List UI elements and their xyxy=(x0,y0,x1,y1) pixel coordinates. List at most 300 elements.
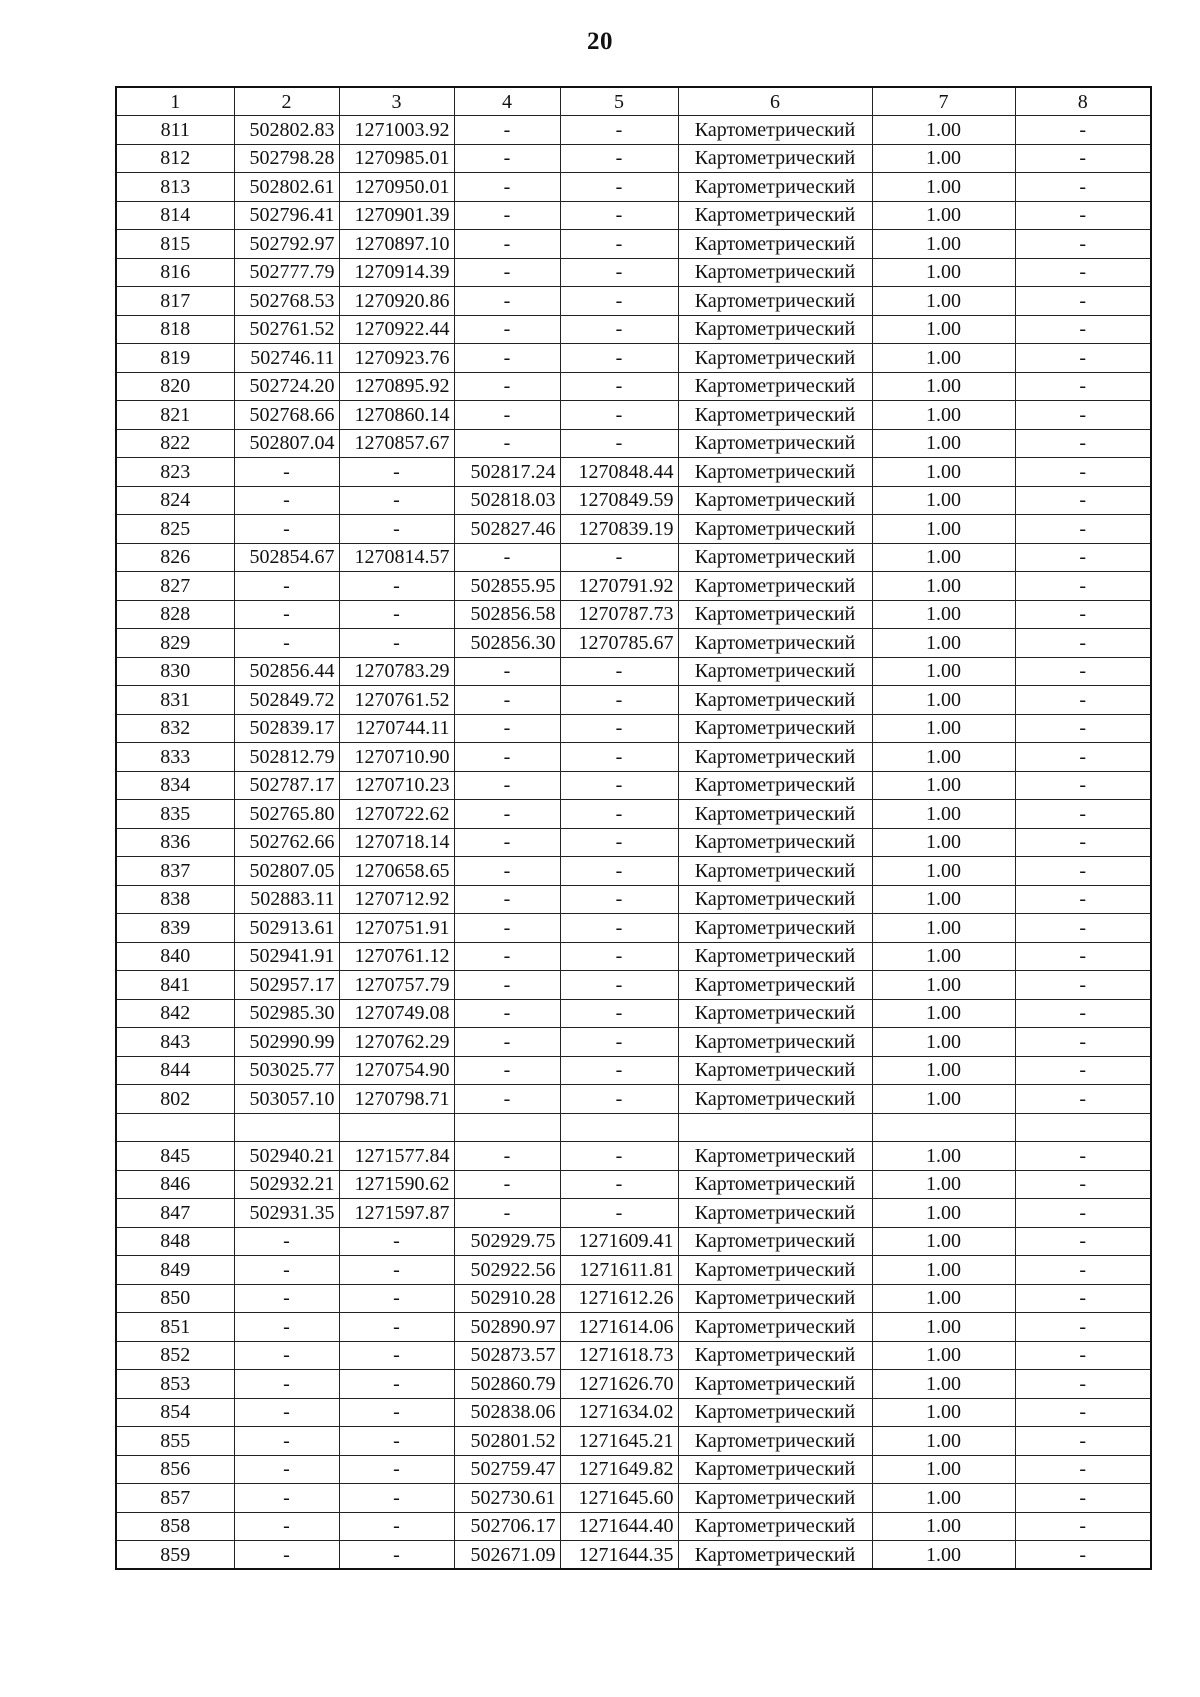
table-row xyxy=(116,885,1151,914)
x-coordinate-cell: 503057.10 xyxy=(234,1085,339,1114)
point-number-cell: 822 xyxy=(116,429,234,458)
table-header-row xyxy=(116,87,1151,116)
y-alt-coordinate-cell: 1270848.44 xyxy=(560,458,678,487)
x-alt-coordinate-cell: - xyxy=(454,1056,560,1085)
accuracy-cell: 1.00 xyxy=(872,1284,1015,1313)
y-coordinate-cell: 1270985.01 xyxy=(339,144,454,173)
table-row xyxy=(116,543,1151,572)
y-alt-coordinate-cell: - xyxy=(560,1056,678,1085)
x-coordinate-cell: - xyxy=(234,1398,339,1427)
accuracy-cell: 1.00 xyxy=(872,771,1015,800)
y-coordinate-cell: 1270950.01 xyxy=(339,173,454,202)
column-header: 2 xyxy=(234,87,339,116)
note-cell: - xyxy=(1015,743,1151,772)
accuracy-cell: 1.00 xyxy=(872,230,1015,259)
point-number-cell: 844 xyxy=(116,1056,234,1085)
accuracy-cell: 1.00 xyxy=(872,515,1015,544)
note-cell: - xyxy=(1015,315,1151,344)
accuracy-cell: 1.00 xyxy=(872,344,1015,373)
x-alt-coordinate-cell: - xyxy=(454,1142,560,1171)
y-alt-coordinate-cell: 1270839.19 xyxy=(560,515,678,544)
y-alt-coordinate-cell: - xyxy=(560,315,678,344)
x-alt-coordinate-cell: - xyxy=(454,885,560,914)
accuracy-cell: 1.00 xyxy=(872,686,1015,715)
note-cell: - xyxy=(1015,771,1151,800)
accuracy-cell: 1.00 xyxy=(872,486,1015,515)
x-coordinate-cell: 502854.67 xyxy=(234,543,339,572)
y-alt-coordinate-cell: 1271611.81 xyxy=(560,1256,678,1285)
column-header: 8 xyxy=(1015,87,1151,116)
method-cell: Картометрический xyxy=(678,629,872,658)
method-cell: Картометрический xyxy=(678,686,872,715)
x-coordinate-cell: 502796.41 xyxy=(234,201,339,230)
table-row xyxy=(116,857,1151,886)
y-alt-coordinate-cell: - xyxy=(560,1085,678,1114)
x-alt-coordinate-cell: - xyxy=(454,1028,560,1057)
x-coordinate-cell: 502932.21 xyxy=(234,1170,339,1199)
accuracy-cell: 1.00 xyxy=(872,885,1015,914)
y-alt-coordinate-cell: - xyxy=(560,857,678,886)
point-number-cell: 845 xyxy=(116,1142,234,1171)
point-number-cell: 828 xyxy=(116,600,234,629)
y-alt-coordinate-cell: - xyxy=(560,828,678,857)
method-cell: Картометрический xyxy=(678,1370,872,1399)
x-alt-coordinate-cell: - xyxy=(454,714,560,743)
x-alt-coordinate-cell xyxy=(454,1113,560,1142)
note-cell: - xyxy=(1015,287,1151,316)
note-cell: - xyxy=(1015,857,1151,886)
x-alt-coordinate-cell: 502855.95 xyxy=(454,572,560,601)
point-number-cell: 827 xyxy=(116,572,234,601)
point-number-cell: 816 xyxy=(116,258,234,287)
note-cell: - xyxy=(1015,885,1151,914)
x-coordinate-cell: 502985.30 xyxy=(234,999,339,1028)
table-row xyxy=(116,287,1151,316)
accuracy-cell: 1.00 xyxy=(872,1199,1015,1228)
method-cell: Картометрический xyxy=(678,429,872,458)
table-row xyxy=(116,1142,1151,1171)
table-row xyxy=(116,201,1151,230)
y-coordinate-cell: 1270757.79 xyxy=(339,971,454,1000)
accuracy-cell: 1.00 xyxy=(872,1484,1015,1513)
y-coordinate-cell: - xyxy=(339,629,454,658)
y-coordinate-cell: 1270762.29 xyxy=(339,1028,454,1057)
point-number-cell: 850 xyxy=(116,1284,234,1313)
y-alt-coordinate-cell: 1271634.02 xyxy=(560,1398,678,1427)
point-number-cell: 838 xyxy=(116,885,234,914)
point-number-cell: 813 xyxy=(116,173,234,202)
note-cell: - xyxy=(1015,401,1151,430)
table-row xyxy=(116,971,1151,1000)
y-alt-coordinate-cell: - xyxy=(560,971,678,1000)
accuracy-cell: 1.00 xyxy=(872,315,1015,344)
y-coordinate-cell: 1270718.14 xyxy=(339,828,454,857)
method-cell: Картометрический xyxy=(678,1256,872,1285)
note-cell: - xyxy=(1015,629,1151,658)
y-coordinate-cell: - xyxy=(339,515,454,544)
note-cell: - xyxy=(1015,714,1151,743)
note-cell: - xyxy=(1015,600,1151,629)
method-cell: Картометрический xyxy=(678,515,872,544)
y-alt-coordinate-cell: - xyxy=(560,771,678,800)
method-cell: Картометрический xyxy=(678,401,872,430)
point-number-cell: 858 xyxy=(116,1512,234,1541)
accuracy-cell: 1.00 xyxy=(872,1398,1015,1427)
note-cell: - xyxy=(1015,800,1151,829)
y-alt-coordinate-cell: - xyxy=(560,657,678,686)
y-alt-coordinate-cell: 1271612.26 xyxy=(560,1284,678,1313)
y-alt-coordinate-cell: - xyxy=(560,173,678,202)
method-cell: Картометрический xyxy=(678,1199,872,1228)
method-cell: Картометрический xyxy=(678,1284,872,1313)
x-coordinate-cell: 502931.35 xyxy=(234,1199,339,1228)
method-cell: Картометрический xyxy=(678,828,872,857)
accuracy-cell: 1.00 xyxy=(872,287,1015,316)
method-cell: Картометрический xyxy=(678,144,872,173)
x-coordinate-cell: 502990.99 xyxy=(234,1028,339,1057)
y-coordinate-cell: - xyxy=(339,458,454,487)
y-alt-coordinate-cell: - xyxy=(560,1142,678,1171)
method-cell: Картометрический xyxy=(678,1313,872,1342)
x-coordinate-cell: - xyxy=(234,1541,339,1570)
point-number-cell: 829 xyxy=(116,629,234,658)
table-row xyxy=(116,1028,1151,1057)
table-row xyxy=(116,1085,1151,1114)
table-row xyxy=(116,686,1151,715)
coordinates-table xyxy=(115,86,1152,1570)
x-alt-coordinate-cell: - xyxy=(454,543,560,572)
accuracy-cell: 1.00 xyxy=(872,1370,1015,1399)
y-alt-coordinate-cell: 1271649.82 xyxy=(560,1455,678,1484)
accuracy-cell: 1.00 xyxy=(872,999,1015,1028)
x-coordinate-cell: - xyxy=(234,1256,339,1285)
method-cell: Картометрический xyxy=(678,885,872,914)
point-number-cell: 832 xyxy=(116,714,234,743)
point-number-cell: 802 xyxy=(116,1085,234,1114)
method-cell: Картометрический xyxy=(678,1398,872,1427)
y-alt-coordinate-cell: - xyxy=(560,885,678,914)
y-coordinate-cell: 1270761.12 xyxy=(339,942,454,971)
y-coordinate-cell: 1271577.84 xyxy=(339,1142,454,1171)
x-alt-coordinate-cell: - xyxy=(454,230,560,259)
table-row xyxy=(116,1170,1151,1199)
x-coordinate-cell: 502856.44 xyxy=(234,657,339,686)
point-number-cell: 842 xyxy=(116,999,234,1028)
y-coordinate-cell: 1270857.67 xyxy=(339,429,454,458)
table-row xyxy=(116,1427,1151,1456)
accuracy-cell: 1.00 xyxy=(872,1227,1015,1256)
method-cell: Картометрический xyxy=(678,1427,872,1456)
point-number-cell: 841 xyxy=(116,971,234,1000)
y-alt-coordinate-cell: 1271644.35 xyxy=(560,1541,678,1570)
y-coordinate-cell: 1270798.71 xyxy=(339,1085,454,1114)
x-alt-coordinate-cell: - xyxy=(454,800,560,829)
point-number-cell: 840 xyxy=(116,942,234,971)
y-alt-coordinate-cell: - xyxy=(560,942,678,971)
accuracy-cell: 1.00 xyxy=(872,1541,1015,1570)
y-alt-coordinate-cell: - xyxy=(560,914,678,943)
method-cell: Картометрический xyxy=(678,372,872,401)
x-coordinate-cell: 502957.17 xyxy=(234,971,339,1000)
point-number-cell: 817 xyxy=(116,287,234,316)
accuracy-cell: 1.00 xyxy=(872,1170,1015,1199)
table-row xyxy=(116,1227,1151,1256)
y-alt-coordinate-cell: - xyxy=(560,201,678,230)
method-cell: Картометрический xyxy=(678,1170,872,1199)
x-alt-coordinate-cell: - xyxy=(454,344,560,373)
column-header: 3 xyxy=(339,87,454,116)
y-coordinate-cell: 1271003.92 xyxy=(339,116,454,145)
table-row xyxy=(116,144,1151,173)
accuracy-cell: 1.00 xyxy=(872,1341,1015,1370)
method-cell: Картометрический xyxy=(678,116,872,145)
note-cell: - xyxy=(1015,458,1151,487)
y-coordinate-cell: 1270712.92 xyxy=(339,885,454,914)
table-row xyxy=(116,1341,1151,1370)
note-cell: - xyxy=(1015,486,1151,515)
x-alt-coordinate-cell: 502910.28 xyxy=(454,1284,560,1313)
note-cell: - xyxy=(1015,1484,1151,1513)
accuracy-cell: 1.00 xyxy=(872,258,1015,287)
x-alt-coordinate-cell: 502873.57 xyxy=(454,1341,560,1370)
table-row xyxy=(116,771,1151,800)
method-cell: Картометрический xyxy=(678,1484,872,1513)
note-cell: - xyxy=(1015,1142,1151,1171)
note-cell: - xyxy=(1015,116,1151,145)
table-row xyxy=(116,1398,1151,1427)
y-coordinate-cell: 1270751.91 xyxy=(339,914,454,943)
accuracy-cell: 1.00 xyxy=(872,914,1015,943)
x-coordinate-cell: 502807.04 xyxy=(234,429,339,458)
y-coordinate-cell: 1270754.90 xyxy=(339,1056,454,1085)
y-coordinate-cell: 1270722.62 xyxy=(339,800,454,829)
x-alt-coordinate-cell: - xyxy=(454,287,560,316)
point-number-cell: 837 xyxy=(116,857,234,886)
point-number-cell: 853 xyxy=(116,1370,234,1399)
x-alt-coordinate-cell: - xyxy=(454,771,560,800)
note-cell: - xyxy=(1015,914,1151,943)
table-row xyxy=(116,1284,1151,1313)
y-coordinate-cell: 1270814.57 xyxy=(339,543,454,572)
method-cell: Картометрический xyxy=(678,1227,872,1256)
y-coordinate-cell: - xyxy=(339,1256,454,1285)
point-number-cell xyxy=(116,1113,234,1142)
x-coordinate-cell: 502792.97 xyxy=(234,230,339,259)
y-coordinate-cell: - xyxy=(339,1541,454,1570)
x-coordinate-cell: 502762.66 xyxy=(234,828,339,857)
accuracy-cell: 1.00 xyxy=(872,458,1015,487)
note-cell: - xyxy=(1015,686,1151,715)
x-alt-coordinate-cell: - xyxy=(454,372,560,401)
note-cell: - xyxy=(1015,1085,1151,1114)
table-row xyxy=(116,401,1151,430)
method-cell: Картометрический xyxy=(678,1541,872,1570)
y-coordinate-cell: - xyxy=(339,1370,454,1399)
note-cell: - xyxy=(1015,344,1151,373)
table-row xyxy=(116,1113,1151,1142)
note-cell: - xyxy=(1015,572,1151,601)
x-alt-coordinate-cell: 502827.46 xyxy=(454,515,560,544)
x-alt-coordinate-cell: - xyxy=(454,942,560,971)
accuracy-cell: 1.00 xyxy=(872,800,1015,829)
accuracy-cell: 1.00 xyxy=(872,1056,1015,1085)
x-coordinate-cell: - xyxy=(234,572,339,601)
y-coordinate-cell xyxy=(339,1113,454,1142)
note-cell: - xyxy=(1015,1284,1151,1313)
point-number-cell: 830 xyxy=(116,657,234,686)
x-alt-coordinate-cell: - xyxy=(454,857,560,886)
method-cell: Картометрический xyxy=(678,800,872,829)
y-coordinate-cell: 1270761.52 xyxy=(339,686,454,715)
note-cell: - xyxy=(1015,173,1151,202)
x-alt-coordinate-cell: 502860.79 xyxy=(454,1370,560,1399)
note-cell: - xyxy=(1015,1313,1151,1342)
accuracy-cell: 1.00 xyxy=(872,657,1015,686)
point-number-cell: 825 xyxy=(116,515,234,544)
method-cell: Картометрический xyxy=(678,743,872,772)
method-cell: Картометрический xyxy=(678,999,872,1028)
point-number-cell: 820 xyxy=(116,372,234,401)
column-header: 6 xyxy=(678,87,872,116)
point-number-cell: 852 xyxy=(116,1341,234,1370)
table-row xyxy=(116,629,1151,658)
y-alt-coordinate-cell: 1270849.59 xyxy=(560,486,678,515)
x-coordinate-cell: 502913.61 xyxy=(234,914,339,943)
y-coordinate-cell: 1270922.44 xyxy=(339,315,454,344)
method-cell: Картометрический xyxy=(678,1142,872,1171)
x-coordinate-cell: 502802.61 xyxy=(234,173,339,202)
y-coordinate-cell: 1270923.76 xyxy=(339,344,454,373)
table-row xyxy=(116,942,1151,971)
point-number-cell: 833 xyxy=(116,743,234,772)
table-row xyxy=(116,1484,1151,1513)
x-alt-coordinate-cell: 502671.09 xyxy=(454,1541,560,1570)
x-alt-coordinate-cell: - xyxy=(454,116,560,145)
table-row xyxy=(116,828,1151,857)
method-cell: Картометрический xyxy=(678,315,872,344)
x-coordinate-cell xyxy=(234,1113,339,1142)
table-row xyxy=(116,116,1151,145)
note-cell: - xyxy=(1015,258,1151,287)
method-cell: Картометрический xyxy=(678,600,872,629)
x-coordinate-cell: 502802.83 xyxy=(234,116,339,145)
table-row xyxy=(116,657,1151,686)
note-cell: - xyxy=(1015,515,1151,544)
note-cell: - xyxy=(1015,1341,1151,1370)
accuracy-cell: 1.00 xyxy=(872,572,1015,601)
x-alt-coordinate-cell: 502890.97 xyxy=(454,1313,560,1342)
accuracy-cell: 1.00 xyxy=(872,971,1015,1000)
x-alt-coordinate-cell: 502856.58 xyxy=(454,600,560,629)
y-coordinate-cell: 1270920.86 xyxy=(339,287,454,316)
x-coordinate-cell: 502777.79 xyxy=(234,258,339,287)
y-alt-coordinate-cell: - xyxy=(560,116,678,145)
y-coordinate-cell: - xyxy=(339,1427,454,1456)
method-cell: Картометрический xyxy=(678,572,872,601)
table-row xyxy=(116,1199,1151,1228)
x-alt-coordinate-cell: - xyxy=(454,828,560,857)
x-alt-coordinate-cell: 502922.56 xyxy=(454,1256,560,1285)
note-cell: - xyxy=(1015,1199,1151,1228)
method-cell: Картометрический xyxy=(678,1341,872,1370)
y-coordinate-cell: 1270749.08 xyxy=(339,999,454,1028)
point-number-cell: 851 xyxy=(116,1313,234,1342)
y-coordinate-cell: - xyxy=(339,1284,454,1313)
point-number-cell: 835 xyxy=(116,800,234,829)
accuracy-cell: 1.00 xyxy=(872,201,1015,230)
y-alt-coordinate-cell: 1271645.21 xyxy=(560,1427,678,1456)
y-alt-coordinate-cell: 1271618.73 xyxy=(560,1341,678,1370)
accuracy-cell: 1.00 xyxy=(872,1427,1015,1456)
y-coordinate-cell: - xyxy=(339,1313,454,1342)
note-cell: - xyxy=(1015,144,1151,173)
point-number-cell: 843 xyxy=(116,1028,234,1057)
table-row xyxy=(116,714,1151,743)
table-row xyxy=(116,600,1151,629)
table-row xyxy=(116,1541,1151,1570)
method-cell: Картометрический xyxy=(678,173,872,202)
x-alt-coordinate-cell: - xyxy=(454,971,560,1000)
y-alt-coordinate-cell: 1271644.40 xyxy=(560,1512,678,1541)
y-coordinate-cell: - xyxy=(339,1398,454,1427)
x-alt-coordinate-cell: - xyxy=(454,1199,560,1228)
note-cell: - xyxy=(1015,1370,1151,1399)
point-number-cell: 818 xyxy=(116,315,234,344)
x-coordinate-cell: 502761.52 xyxy=(234,315,339,344)
table-row xyxy=(116,572,1151,601)
method-cell: Картометрический xyxy=(678,1085,872,1114)
table-row xyxy=(116,1455,1151,1484)
note-cell: - xyxy=(1015,543,1151,572)
method-cell: Картометрический xyxy=(678,971,872,1000)
y-coordinate-cell: 1270710.23 xyxy=(339,771,454,800)
table-row xyxy=(116,800,1151,829)
method-cell: Картометрический xyxy=(678,714,872,743)
accuracy-cell: 1.00 xyxy=(872,116,1015,145)
method-cell: Картометрический xyxy=(678,1056,872,1085)
x-alt-coordinate-cell: - xyxy=(454,657,560,686)
point-number-cell: 856 xyxy=(116,1455,234,1484)
y-coordinate-cell: 1270895.92 xyxy=(339,372,454,401)
x-coordinate-cell: - xyxy=(234,1227,339,1256)
y-coordinate-cell: - xyxy=(339,572,454,601)
y-alt-coordinate-cell: - xyxy=(560,1028,678,1057)
x-alt-coordinate-cell: - xyxy=(454,315,560,344)
note-cell: - xyxy=(1015,828,1151,857)
note-cell: - xyxy=(1015,429,1151,458)
note-cell: - xyxy=(1015,942,1151,971)
x-alt-coordinate-cell: - xyxy=(454,686,560,715)
x-coordinate-cell: 502849.72 xyxy=(234,686,339,715)
method-cell: Картометрический xyxy=(678,1028,872,1057)
table-row xyxy=(116,1313,1151,1342)
y-alt-coordinate-cell: - xyxy=(560,344,678,373)
table-row xyxy=(116,1056,1151,1085)
x-coordinate-cell: - xyxy=(234,486,339,515)
table-row xyxy=(116,429,1151,458)
point-number-cell: 811 xyxy=(116,116,234,145)
table-row xyxy=(116,515,1151,544)
y-coordinate-cell: - xyxy=(339,1512,454,1541)
accuracy-cell xyxy=(872,1113,1015,1142)
method-cell: Картометрический xyxy=(678,771,872,800)
y-alt-coordinate-cell: 1270787.73 xyxy=(560,600,678,629)
accuracy-cell: 1.00 xyxy=(872,743,1015,772)
y-alt-coordinate-cell: - xyxy=(560,287,678,316)
point-number-cell: 847 xyxy=(116,1199,234,1228)
method-cell: Картометрический xyxy=(678,230,872,259)
x-alt-coordinate-cell: 502730.61 xyxy=(454,1484,560,1513)
